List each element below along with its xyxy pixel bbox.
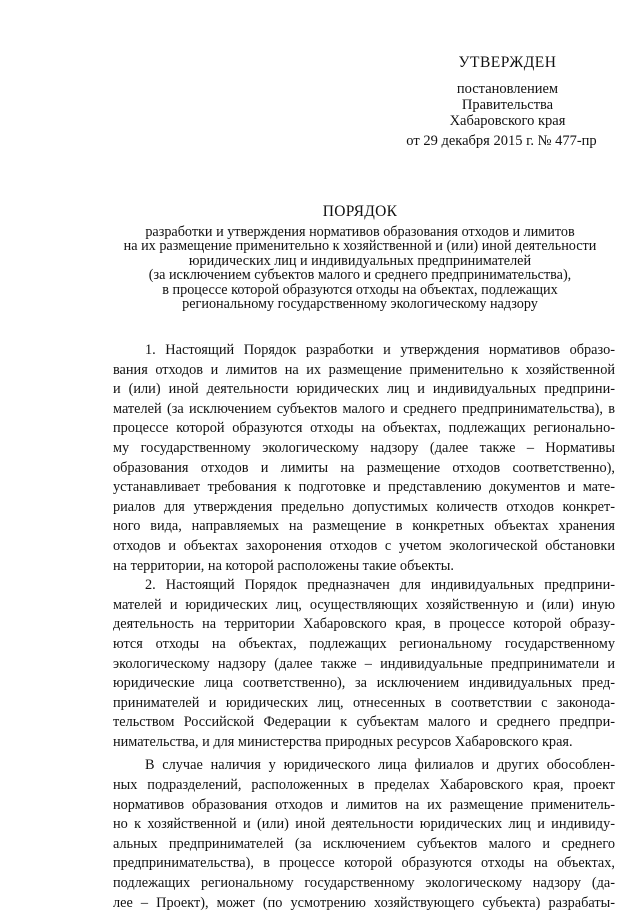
body-line: альных предпринимателей (за исключением субъектов малого и среднего (113, 835, 615, 852)
subtitle-line: (за исключением субъектов малого и среднего предпринимательства), (148, 267, 572, 284)
paragraph-2 (113, 576, 615, 752)
body-line: подлежащих региональному государственному экологическому надзору (да- (113, 875, 615, 892)
body-line: лее – Проект), может (по усмотрению хозяйствующего субъекта) разрабаты- (113, 894, 615, 911)
subtitle-line: в процессе которой образуются отходы на объектах, подлежащих (162, 281, 558, 298)
subtitle-line: юридических лиц и индивидуальных предпринимателей (188, 252, 532, 269)
document-title: ПОРЯДОК (322, 203, 398, 220)
approval-line-1: постановлением (456, 81, 559, 97)
body-line: и (или) иной деятельности юридических лиц и индивидуальных предприни- (113, 381, 615, 398)
body-line: образования отходов и лимиты на размещение отходов соответственно), (113, 459, 615, 476)
body-line: но к хозяйственной и (или) иной деятельности юридических лиц и индивиду- (113, 816, 615, 833)
subtitle-line: на их размещение применительно к хозяйственной и (или) иной деятельности (123, 238, 597, 255)
approval-line-2: Правительства (461, 97, 554, 113)
body-line: риалов для утверждения предельно допустимых количеств отходов конкрет- (113, 498, 615, 515)
body-line: отходов и объектах захоронения отходов с учетом экологической обстановки (113, 537, 615, 554)
body-line: устанавливает требования к подготовке и представлению документов и мате- (113, 479, 615, 496)
body-line: юридические лица соответственно), за исключением индивидуальных пред- (113, 675, 615, 692)
body-line: ного вида, направляемых на размещение в конкретных объектах хранения (113, 518, 615, 535)
body-line: В случае наличия у юридического лица филиалов и других обособлен- (145, 757, 615, 774)
approval-heading: УТВЕРЖДЕН (458, 54, 557, 71)
body-line: мателей и юридических лиц, осуществляющих хозяйственную и (или) иную (113, 596, 615, 613)
body-line: ются отходы на объектах, подлежащих региональному государственному (113, 635, 615, 652)
body-line: 2. Настоящий Порядок предназначен для индивидуальных предприни- (145, 577, 615, 594)
approval-block (400, 55, 615, 149)
document-subtitle (60, 225, 640, 311)
body-line: мателей (за исключением субъектов малого и среднего предпринимательства), в (113, 400, 615, 417)
approval-dateline: от 29 декабря 2015 г. № 477-пр (406, 133, 597, 149)
body-line: процессе которой образуются отходы на объектах, подлежащих регионально- (113, 420, 615, 437)
body-line: на территории, на которой расположены такие объекты. (113, 557, 454, 574)
body-line: тельством Российской Федерации к субъектам малого и среднего предпри- (113, 714, 615, 731)
body-line: ных подразделений, расположенных в пределах Хабаровского края, проект (113, 777, 615, 794)
subtitle-line: региональному государственному экологическому надзору (182, 296, 538, 313)
body-line: деятельность на территории Хабаровского края, в процессе которой образу- (113, 616, 615, 633)
paragraph-1 (113, 341, 615, 576)
body-line: нимательства, и для министерства природных ресурсов Хабаровского края. (113, 733, 573, 750)
body-line: му государственному экологическому надзору (далее также – Нормативы (113, 439, 615, 456)
body-line: вания отходов и лимитов на их размещение применительно к хозяйственной (113, 361, 615, 378)
paragraph-3 (113, 756, 615, 913)
body-line: 1. Настоящий Порядок разработки и утверждения нормативов образо- (145, 342, 615, 358)
body-line: нормативов образования отходов и лимитов на их размещение применитель- (113, 796, 615, 813)
approval-line-3: Хабаровского края (449, 113, 566, 129)
body-line: принимателей и юридических лиц, отнесенных в соответствии с законода- (113, 694, 615, 711)
body-line: предпринимательства), в процессе которой образуются отходы на объектах, (113, 855, 615, 872)
subtitle-line: разработки и утверждения нормативов образования отходов и лимитов (145, 224, 575, 240)
document-body (113, 341, 615, 913)
body-line: экологическому надзору (далее также – индивидуальные предприниматели и (113, 655, 615, 672)
